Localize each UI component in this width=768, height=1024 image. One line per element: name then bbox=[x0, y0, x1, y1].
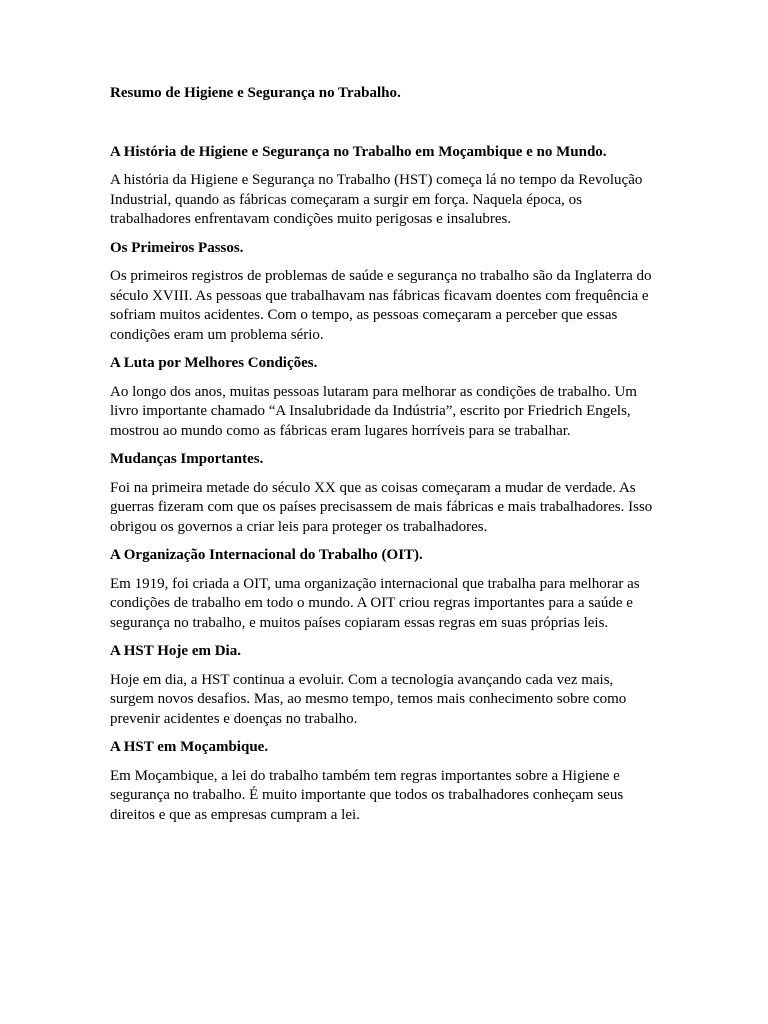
section-hst-mozambique bbox=[110, 738, 658, 825]
section-paragraph: Hoje em dia, a HST continua a evoluir. Com a tecnologia avançando cada vez mais, surgem novos desafios. Mas, ao mesmo tempo, temos mais conhecimento sobre como prevenir acidentes e doenças no trabalho. bbox=[110, 671, 627, 727]
section-fight-for-conditions bbox=[110, 354, 658, 441]
document-page bbox=[110, 84, 658, 834]
section-heading: A História de Higiene e Segurança no Trabalho em Moçambique e no Mundo. bbox=[110, 143, 607, 160]
section-history bbox=[110, 143, 658, 230]
document-title: Resumo de Higiene e Segurança no Trabalho. bbox=[110, 85, 401, 101]
section-paragraph: Os primeiros registros de problemas de saúde e segurança no trabalho são da Inglaterra do século XVIII. As pessoas que trabalhavam nas fábricas ficavam doentes com frequência e sofriam muitos acidentes. Com o tempo, as pessoas começaram a perceber que essas condições eram um problema sério. bbox=[110, 268, 652, 343]
section-paragraph: Foi na primeira metade do século XX que as coisas começaram a mudar de verdade. As guerras fizeram com que os países precisassem de mais fábricas e mais trabalhadores. Isso obrigou os governos a criar leis para proteger os trabalhadores. bbox=[110, 479, 653, 535]
section-heading: A Luta por Melhores Condições. bbox=[110, 355, 318, 371]
section-heading: Mudanças Importantes. bbox=[110, 451, 264, 467]
section-paragraph: Em Moçambique, a lei do trabalho também tem regras importantes sobre a Higiene e segurança no trabalho. É muito importante que todos os trabalhadores conheçam seus direitos e que as empresas cumpram a lei. bbox=[110, 767, 624, 823]
section-heading: A Organização Internacional do Trabalho (OIT). bbox=[110, 547, 423, 563]
section-heading: Os Primeiros Passos. bbox=[110, 239, 244, 256]
section-first-steps bbox=[110, 239, 658, 346]
section-heading: A HST em Moçambique. bbox=[110, 739, 269, 755]
section-heading: A HST Hoje em Dia. bbox=[110, 643, 241, 659]
section-paragraph: Ao longo dos anos, muitas pessoas lutaram para melhorar as condições de trabalho. Um livro importante chamado “A Insalubridade da Indústria”, escrito por Friedrich Engels, mostrou ao mundo como as fábricas eram lugares horríveis para se trabalhar. bbox=[110, 383, 637, 439]
section-paragraph: A história da Higiene e Segurança no Trabalho (HST) começa lá no tempo da Revolução Industrial, quando as fábricas começaram a surgir em força. Naquela época, os trabalhadores enfrentavam condições muito perigosas e insalubres. bbox=[110, 172, 643, 227]
section-important-changes bbox=[110, 450, 658, 537]
section-hst-today bbox=[110, 642, 658, 729]
section-oit bbox=[110, 546, 658, 633]
section-paragraph: Em 1919, foi criada a OIT, uma organização internacional que trabalha para melhorar as condições de trabalho em todo o mundo. A OIT criou regras importantes para a saúde e segurança no trabalho, e muitos países copiaram essas regras em suas próprias leis. bbox=[110, 575, 640, 631]
